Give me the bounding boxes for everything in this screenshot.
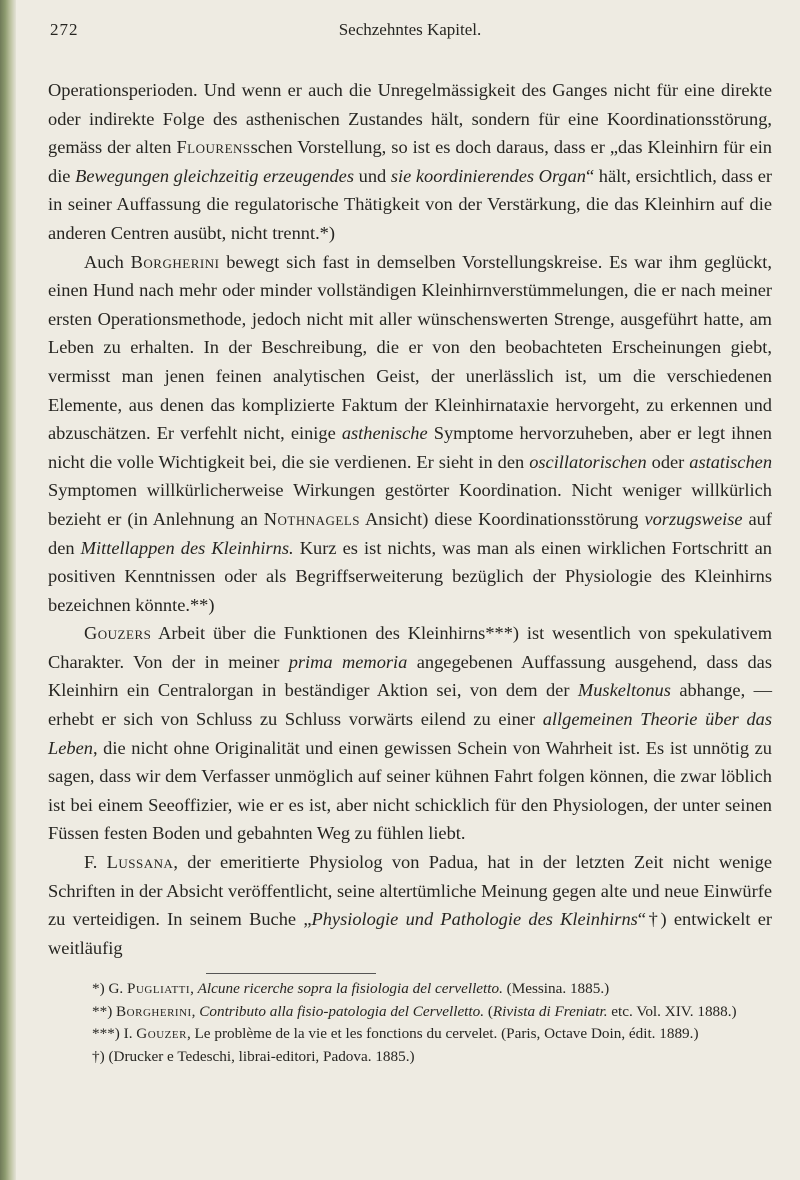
body-text — [48, 76, 772, 962]
footnotes — [48, 978, 772, 1068]
author-name: Nothnagels — [263, 508, 361, 529]
paragraph-2: Auch Borgherini bewegt sich fast in demselben Vorstellungskreise. Es war ihm geglückt, einen Hund nach mehr oder minder vollständigen Kleinhirnverstümmelungen, die er nach meiner ersten Operationsmethode, jedoch nicht mit aller wünschenswerten Strenge, ausgeführt hatte, am Leben zu erhalten. In der Beschreibung, die er von den beobachteten Erscheinungen giebt, vermisst man jenen feinen analytischen Geist, der unerlässlich ist, um die verschiedenen Elemente, aus denen das komplizierte Faktum der Kleinhirnataxie hervorgeht, zu erkennen und abzuschätzen. Er verfehlt nicht, einige asthenische Symptome hervorzuheben, aber er legt ihnen nicht die volle Wichtigkeit bei, die sie verdienen. Er sieht in den oscillatorischen oder astatischen Symptomen willkürlicherweise Wirkungen gestörter Koordination. Nicht weniger willkürlich bezieht er (in Anlehnung an Nothnagels Ansicht) diese Koordinationsstörung vorzugsweise auf den Mittellappen des Kleinhirns. Kurz es ist nichts, was man als einen wirklichen Fortschritt an positiven Kenntnissen oder als Begriffserweiterung bezüglich der Physiologie des Kleinhirns bezeichnen könnte.**) — [48, 251, 773, 615]
author-name: Borgherini — [130, 251, 220, 272]
author-name: Flourens — [176, 137, 251, 158]
footnote-2: **) Borgherini, Contributo alla fisio-patologia del Cervelletto. (Rivista di Freniatr. etc. Vol. XIV. 1888.) — [92, 1002, 737, 1020]
footnote-divider — [206, 973, 376, 974]
footnote-4: †) (Drucker e Tedeschi, librai-editori, Padova. 1885.) — [92, 1047, 415, 1065]
page-header — [48, 20, 772, 50]
author-name: Gouzers — [84, 623, 152, 644]
page-number: 272 — [50, 20, 79, 39]
running-title: Sechzehntes Kapitel. — [338, 20, 482, 39]
book-binding-edge — [0, 0, 16, 1180]
paragraph-3: Gouzers Arbeit über die Funktionen des Kleinhirns***) ist wesentlich von spekulativem Charakter. Von der in meiner prima memoria angegebenen Auffassung ausgehend, dass das Kleinhirn ein Centralorgan in beständiger Aktion sei, von dem der Muskeltonus abhange, — erhebt er sich von Schluss zu Schluss vorwärts eilend zu einer allgemeinen Theorie über das Leben, die nicht ohne Originalität und einen gewissen Schein von Wahrheit ist. Es ist unnötig zu sagen, dass wir dem Verfasser unmöglich auf seiner kühnen Fahrt folgen können, die zwar löblich ist bei einem Seeoffizier, wie er es ist, aber nicht schicklich für den Physiologen, der unter seinen Füssen festen Boden und gebahnten Weg zu fühlen liebt. — [48, 623, 773, 844]
footnote-3: ***) I. Gouzer, Le problème de la vie et les fonctions du cervelet. (Paris, Octave Doin, édit. 1889.) — [92, 1025, 699, 1043]
author-name: Lussana — [106, 852, 174, 873]
footnote-1: *) G. Pugliatti, Alcune ricerche sopra la fisiologia del cervelletto. (Messina. 1885.) — [92, 980, 610, 998]
book-page — [48, 20, 772, 1068]
paragraph-1: Operationsperioden. Und wenn er auch die Unregelmässigkeit des Ganges nicht für eine direkte oder indirekte Folge des asthenischen Zustandes hält, sondern für eine Koordinationsstörung, gemäss der alten Flourensschen Vorstellung, so ist es doch daraus, dass er „das Kleinhirn für ein die Bewegungen gleichzeitig erzeugendes und sie koordinierendes Organ“ hält, ersichtlich, dass er in seiner Auffassung die regulatorische Thätigkeit von der Verstärkung, die das Kleinhirn auf die anderen Centren ausübt, nicht trennt.*) — [48, 80, 772, 243]
paragraph-4: F. Lussana, der emeritierte Physiolog von Padua, hat in der letzten Zeit nicht wenige Schriften in der Absicht veröffentlicht, seine altertümliche Meinung gegen alte und neue Einwürfe zu verteidigen. In seinem Buche „Physiologie und Pathologie des Kleinhirns“†) entwickelt er weitläufig — [48, 852, 772, 958]
